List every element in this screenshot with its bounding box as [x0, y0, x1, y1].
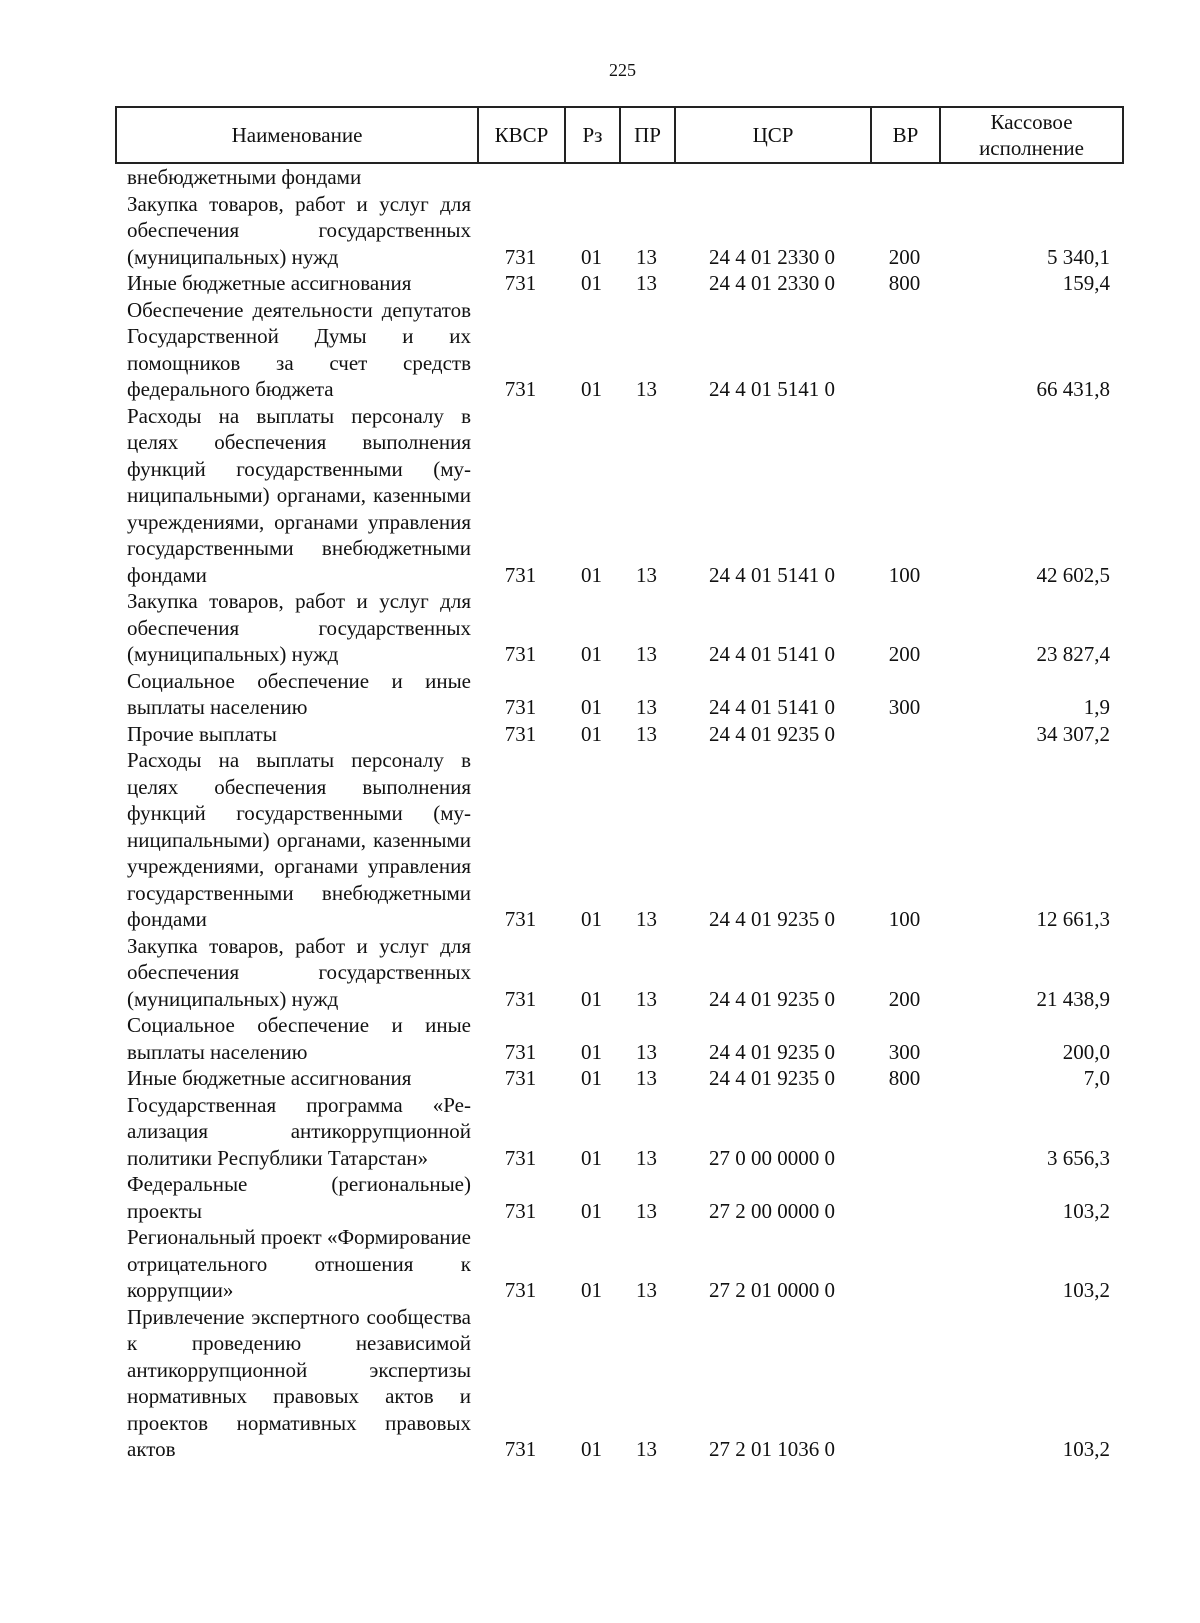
- table-row: [115, 164, 1122, 191]
- cell-sum: 5 340,1: [1047, 244, 1110, 269]
- cell-kvsr: 731: [504, 907, 537, 931]
- table-row: [115, 403, 1122, 589]
- cell-pr: 13: [636, 1066, 657, 1090]
- cell-rz: 01: [581, 1066, 602, 1090]
- cell-vr: 300: [888, 695, 921, 719]
- cell-csr: 24 4 01 9235 0: [709, 986, 835, 1011]
- cell-csr: 27 2 01 0000 0: [709, 1278, 835, 1302]
- cell-kvsr: 731: [504, 1437, 537, 1461]
- cell-name: Расходы на выплаты персоналу в целях обеспечения выполнения функций государственными (муниципальными) органами, казенными учреждениями, органами управления государственными внебюджетными фондами: [127, 403, 471, 587]
- cell-sum: 66 431,8: [1036, 377, 1110, 401]
- header-csr: ЦСР: [675, 107, 871, 163]
- cell-vr: [870, 1171, 939, 1224]
- table-row: [115, 270, 1122, 297]
- cell-pr: 13: [636, 986, 657, 1011]
- cell-rz: [564, 164, 619, 191]
- cell-csr: [674, 164, 870, 191]
- table-row: [115, 721, 1122, 748]
- cell-sum: 23 827,4: [1036, 642, 1110, 666]
- cell-kvsr: 731: [504, 271, 537, 295]
- cell-name: Закупка товаров, работ и услуг для обеспечения государственных (муниципальных) нужд: [127, 933, 471, 1011]
- cell-rz: 01: [581, 642, 602, 666]
- cell-sum: 103,2: [1062, 1437, 1110, 1461]
- cell-vr: 200: [888, 642, 921, 666]
- cell-rz: 01: [581, 1039, 602, 1064]
- cell-sum: 21 438,9: [1036, 986, 1110, 1011]
- cell-name: внебюджетными фондами: [127, 165, 362, 189]
- cell-kvsr: 731: [504, 986, 537, 1011]
- cell-sum: 200,0: [1062, 1039, 1110, 1064]
- cell-pr: 13: [636, 244, 657, 269]
- cell-pr: 13: [636, 1437, 657, 1461]
- cell-name: Федеральные (региональные) проекты: [127, 1172, 471, 1223]
- cell-kvsr: 731: [504, 1066, 537, 1090]
- cell-rz: 01: [581, 1278, 602, 1302]
- table-row: [115, 588, 1122, 668]
- cell-csr: 24 4 01 9235 0: [709, 721, 835, 746]
- table-row: [115, 1224, 1122, 1304]
- cell-sum: 103,2: [1062, 1198, 1110, 1223]
- cell-csr: 24 4 01 9235 0: [709, 1039, 835, 1064]
- cell-sum: 42 602,5: [1036, 562, 1110, 587]
- table-body: [115, 164, 1122, 1463]
- cell-sum: 103,2: [1062, 1278, 1110, 1302]
- cell-kvsr: 731: [504, 642, 537, 666]
- cell-kvsr: 731: [504, 1198, 537, 1223]
- cell-csr: 27 2 00 0000 0: [709, 1198, 835, 1223]
- cell-pr: 13: [636, 271, 657, 295]
- cell-name: Иные бюджетные ассигнования: [127, 271, 412, 295]
- table-header: [115, 106, 1124, 164]
- cell-rz: 01: [581, 695, 602, 719]
- table-row: [115, 191, 1122, 271]
- cell-kvsr: 731: [504, 377, 537, 401]
- cell-pr: 13: [636, 1198, 657, 1223]
- table-row: [115, 1171, 1122, 1224]
- cell-vr: [870, 297, 939, 403]
- cell-sum: 34 307,2: [1036, 721, 1110, 746]
- cell-rz: 01: [581, 986, 602, 1011]
- cell-name: Прочие выплаты: [127, 721, 277, 746]
- cell-vr: [870, 164, 939, 191]
- cell-kvsr: 731: [504, 562, 537, 587]
- cell-csr: 24 4 01 9235 0: [709, 1066, 835, 1090]
- cell-rz: 01: [581, 244, 602, 269]
- cell-rz: 01: [581, 907, 602, 931]
- cell-sum: 159,4: [1062, 271, 1110, 295]
- cell-sum: 3 656,3: [1047, 1145, 1110, 1170]
- header-sum: Кассовое исполнение: [940, 107, 1123, 163]
- cell-vr: 800: [888, 1066, 921, 1090]
- cell-pr: 13: [636, 642, 657, 666]
- table-row: [115, 297, 1122, 403]
- cell-name: Закупка товаров, работ и услуг для обеспечения государственных (муниципальных) нужд: [127, 589, 471, 666]
- cell-kvsr: 731: [504, 1278, 537, 1302]
- cell-rz: 01: [581, 1145, 602, 1170]
- cell-name: Расходы на выплаты персоналу в целях обеспечения выполнения функций государственными (муниципальными) органами, казенными учреждениями, органами управления государственными внебюджетными фондами: [127, 748, 471, 931]
- cell-name: Иные бюджетные ассигнования: [127, 1066, 412, 1090]
- header-rz: Рз: [565, 107, 620, 163]
- table-row: [115, 668, 1122, 721]
- cell-pr: 13: [636, 377, 657, 401]
- cell-sum: 7,0: [1083, 1066, 1110, 1090]
- cell-name: Государственная программа «Реализация антикоррупционной политики Республики Татарстан»: [127, 1092, 471, 1170]
- cell-kvsr: 731: [504, 244, 537, 269]
- cell-sum: [939, 164, 1122, 191]
- cell-csr: 24 4 01 5141 0: [709, 562, 835, 587]
- table-row: [115, 933, 1122, 1013]
- header-kvsr: КВСР: [478, 107, 565, 163]
- cell-vr: 100: [888, 907, 921, 931]
- cell-kvsr: 731: [504, 1039, 537, 1064]
- cell-sum: 1,9: [1083, 695, 1110, 719]
- cell-csr: 24 4 01 2330 0: [709, 271, 835, 295]
- cell-rz: 01: [581, 721, 602, 746]
- cell-vr: [870, 721, 939, 748]
- cell-vr: [870, 1224, 939, 1304]
- cell-name: Закупка товаров, работ и услуг для обеспечения государственных (муниципальных) нужд: [127, 191, 471, 269]
- cell-pr: 13: [636, 1278, 657, 1302]
- cell-vr: 800: [888, 271, 921, 295]
- cell-csr: 27 2 01 1036 0: [709, 1437, 835, 1461]
- cell-pr: 13: [636, 562, 657, 587]
- cell-pr: 13: [636, 1145, 657, 1170]
- cell-csr: 24 4 01 5141 0: [709, 377, 835, 401]
- cell-sum: 12 661,3: [1036, 907, 1110, 931]
- cell-kvsr: [477, 164, 564, 191]
- table-row: [115, 747, 1122, 933]
- cell-pr: 13: [636, 695, 657, 719]
- table-row: [115, 1012, 1122, 1065]
- header-pr: ПР: [620, 107, 675, 163]
- cell-rz: 01: [581, 1437, 602, 1461]
- header-name: Наименование: [116, 107, 478, 163]
- cell-vr: [870, 1092, 939, 1172]
- cell-rz: 01: [581, 1198, 602, 1223]
- cell-csr: 24 4 01 9235 0: [709, 907, 835, 931]
- table-row: [115, 1065, 1122, 1092]
- cell-name: Региональный проект «Формирование отрицательного отношения к коррупции»: [127, 1225, 471, 1302]
- cell-name: Обеспечение деятельности депутатов Государственной Думы и их помощников за счет средств федерального бюджета: [127, 297, 471, 401]
- cell-kvsr: 731: [504, 1145, 537, 1170]
- cell-name: Привлечение экспертного сообщества к проведению независимой антикоррупционной экспертизы нормативных правовых актов и проектов нормативных правовых актов: [127, 1304, 471, 1461]
- cell-name: Социальное обеспечение и иные выплаты населению: [127, 1013, 471, 1064]
- cell-csr: 24 4 01 2330 0: [709, 244, 835, 269]
- cell-rz: 01: [581, 271, 602, 295]
- cell-pr: 13: [636, 907, 657, 931]
- cell-vr: 200: [888, 986, 921, 1011]
- cell-kvsr: 731: [504, 721, 537, 746]
- cell-csr: 24 4 01 5141 0: [709, 642, 835, 666]
- cell-kvsr: 731: [504, 695, 537, 719]
- cell-vr: [870, 1304, 939, 1463]
- header-vr: ВР: [871, 107, 940, 163]
- cell-rz: 01: [581, 377, 602, 401]
- cell-pr: [619, 164, 674, 191]
- cell-csr: 27 0 00 0000 0: [709, 1145, 835, 1170]
- page-number: 225: [609, 60, 636, 80]
- table-row: [115, 1092, 1122, 1172]
- cell-vr: 300: [888, 1039, 921, 1064]
- cell-pr: 13: [636, 1039, 657, 1064]
- cell-name: Социальное обеспечение и иные выплаты населению: [127, 668, 471, 719]
- cell-csr: 24 4 01 5141 0: [709, 695, 835, 719]
- cell-vr: 100: [888, 562, 921, 587]
- cell-pr: 13: [636, 721, 657, 746]
- cell-vr: 200: [888, 244, 921, 269]
- cell-rz: 01: [581, 562, 602, 587]
- table-row: [115, 1304, 1122, 1463]
